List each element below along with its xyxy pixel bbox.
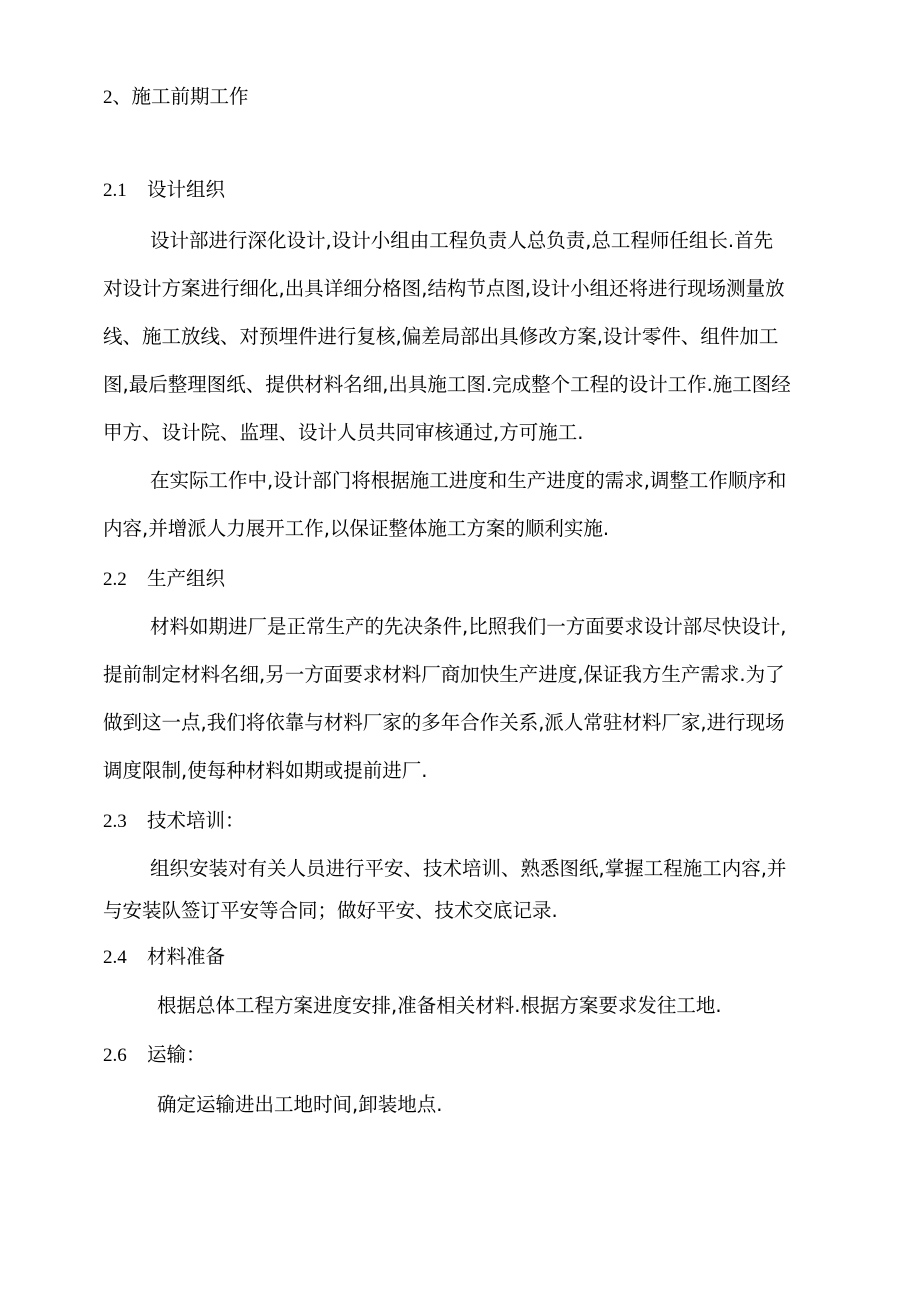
paragraph-line: 确定运输进出工地时间,卸装地点. [157, 1093, 443, 1116]
subsection-heading [103, 944, 225, 971]
section-number: 2、 [103, 87, 132, 108]
paragraph-line: 与安装队签订平安等合同；做好平安、技术交底记录. [103, 899, 558, 922]
paragraph-line: 线、施工放线、对预埋件进行复核,偏差局部出具修改方案,设计零件、组件加工 [103, 325, 779, 348]
subsection-number: 2.2 [103, 569, 127, 590]
paragraph-line: 提前制定材料名细,另一方面要求材料厂商加快生产进度,保证我方生产需求.为了 [103, 663, 785, 686]
subsection-heading [103, 566, 225, 593]
subsection-number: 2.4 [103, 947, 127, 968]
subsection-title: 材料准备 [147, 945, 226, 968]
section-heading [103, 84, 249, 111]
paragraph-line: 在实际工作中,设计部门将根据施工进度和生产进度的需求,调整工作顺序和 [150, 469, 787, 492]
paragraph-line: 调度限制,使每种材料如期或提前进厂. [103, 759, 428, 782]
paragraph-line: 图,最后整理图纸、提供材料名细,出具施工图.完成整个工程的设计工作.施工图经 [103, 373, 791, 396]
subsection-title: 设计组织 [147, 178, 226, 201]
paragraph-line: 根据总体工程方案进度安排,准备相关材料.根据方案要求发往工地. [157, 994, 722, 1017]
subsection-title: 技术培训： [147, 809, 245, 832]
paragraph-line: 对设计方案进行细化,出具详细分格图,结构节点图,设计小组还将进行现场测量放 [103, 277, 785, 300]
paragraph-line: 材料如期进厂是正常生产的先决条件,比照我们一方面要求设计部尽快设计, [150, 615, 787, 638]
paragraph-line: 内容,并增派人力展开工作,以保证整体施工方案的顺利实施. [103, 517, 610, 540]
subsection-heading [103, 1042, 206, 1069]
subsection-heading [103, 808, 245, 835]
subsection-title: 生产组织 [147, 567, 226, 590]
paragraph-line: 甲方、设计院、监理、设计人员共同审核通过,方可施工. [103, 421, 584, 444]
paragraph-line: 做到这一点,我们将依靠与材料厂家的多年合作关系,派人常驻材料厂家,进行现场 [103, 711, 785, 734]
subsection-number: 2.3 [103, 811, 127, 832]
subsection-title: 运输： [147, 1043, 206, 1066]
subsection-number: 2.1 [103, 180, 127, 201]
subsection-heading [103, 177, 225, 204]
paragraph-line: 组织安装对有关人员进行平安、技术培训、熟悉图纸,掌握工程施工内容,并 [150, 857, 787, 880]
section-title: 施工前期工作 [131, 85, 249, 108]
subsection-number: 2.6 [103, 1045, 127, 1066]
paragraph-line: 设计部进行深化设计,设计小组由工程负责人总负责,总工程师任组长.首先 [150, 229, 774, 252]
